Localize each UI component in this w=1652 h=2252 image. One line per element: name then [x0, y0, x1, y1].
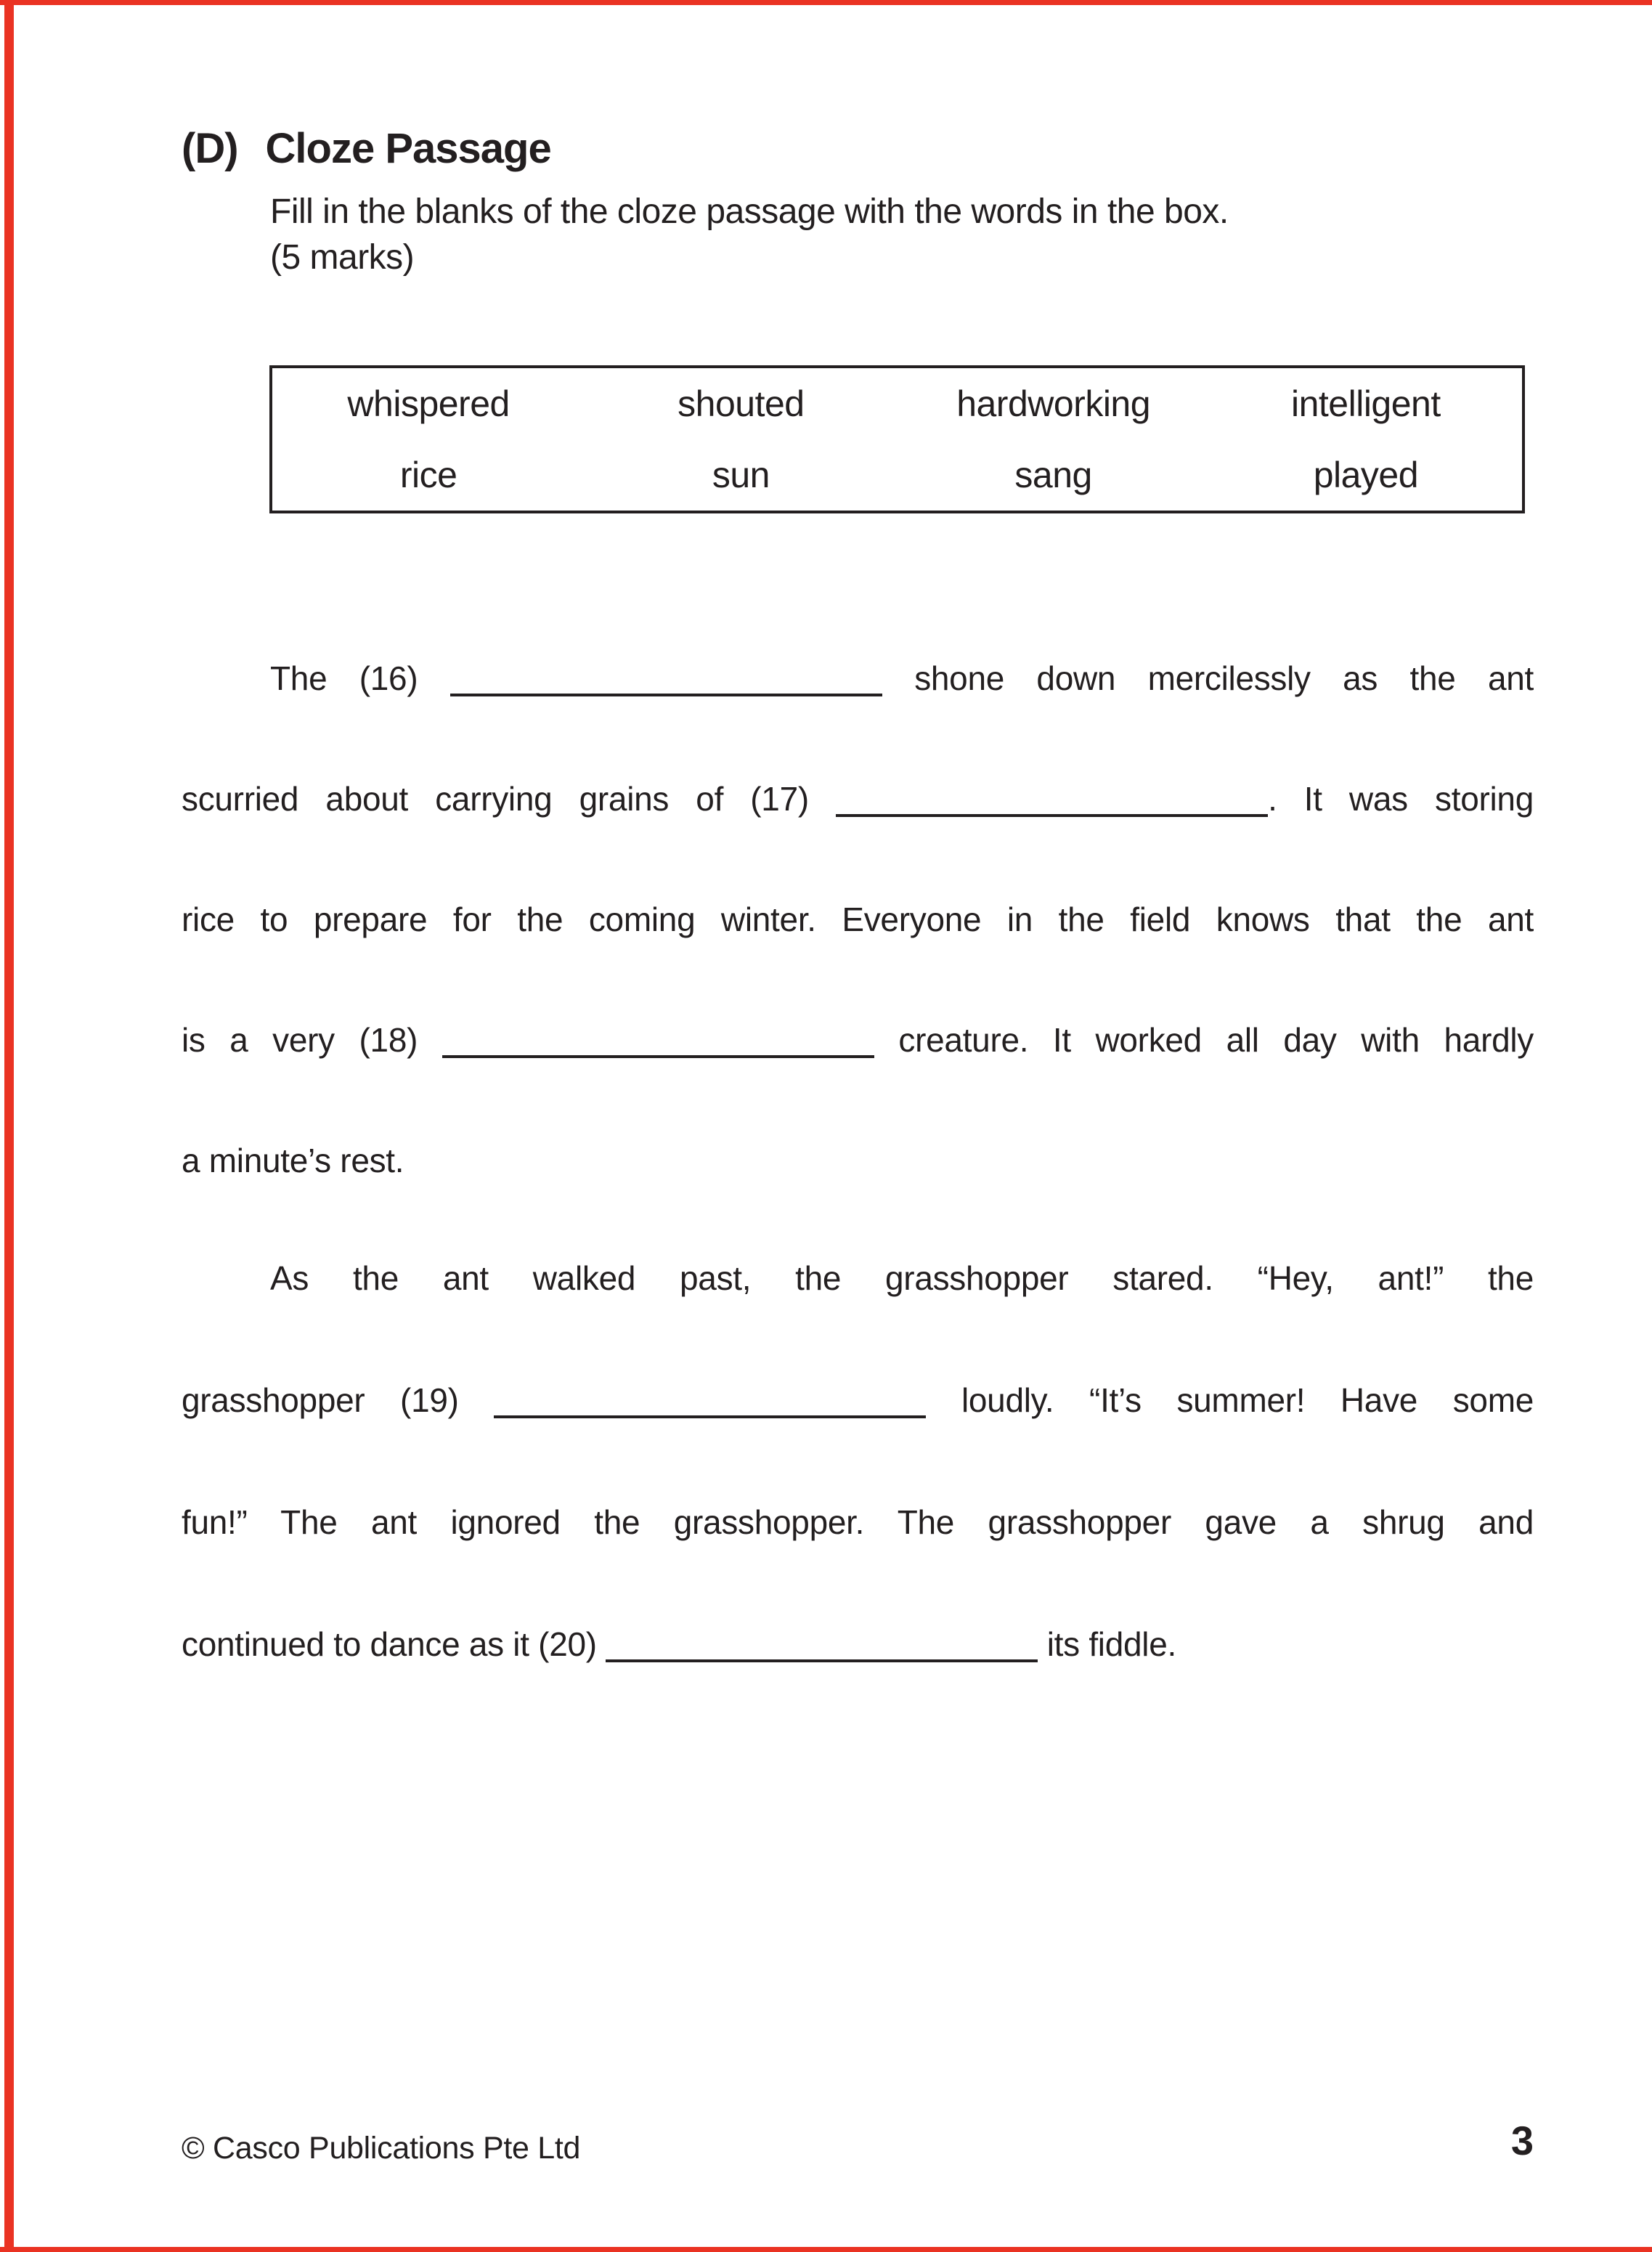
marks-text: (5 marks): [270, 238, 415, 277]
word-option: whispered: [347, 383, 510, 424]
line-text: rice to prepare for the coming winter. Everyone in the field knows that the ant: [182, 901, 1534, 938]
word-option: sang: [1014, 455, 1092, 495]
passage-line: [182, 1020, 1534, 1060]
line-text: The (16): [270, 659, 418, 697]
passage-line: [182, 1625, 1534, 1664]
line-text: loudly. “It’s summer! Have some: [961, 1381, 1534, 1419]
blank-17[interactable]: [836, 814, 1268, 817]
section-label: (D): [182, 125, 238, 172]
line-text: shone down mercilessly as the ant: [914, 659, 1534, 697]
passage-line: [182, 1141, 1534, 1180]
blank-19[interactable]: [494, 1415, 926, 1418]
line-text: grasshopper (19): [182, 1381, 459, 1419]
word-option: rice: [399, 455, 457, 495]
word-option: hardworking: [956, 383, 1151, 424]
word-option: intelligent: [1290, 383, 1441, 424]
red-page-edge-top: [0, 0, 1652, 5]
line-text: is a very (18): [182, 1021, 418, 1059]
line-text: continued to dance as it (20): [182, 1625, 597, 1663]
passage-line: [182, 659, 1534, 698]
passage-line: [182, 900, 1534, 939]
line-text: As the ant walked past, the grasshopper stared. “Hey, ant!” the: [270, 1259, 1534, 1297]
line-text: scurried about carrying grains of (17): [182, 780, 809, 818]
word-option: sun: [712, 455, 770, 495]
word-option: shouted: [678, 383, 805, 424]
blank-18[interactable]: [442, 1055, 874, 1058]
page-number: 3: [1510, 2118, 1534, 2163]
blank-16[interactable]: [450, 694, 882, 696]
line-text: a minute’s rest.: [182, 1142, 404, 1179]
copyright-text: © Casco Publications Pte Ltd: [182, 2131, 581, 2166]
line-text: fun!” The ant ignored the grasshopper. The grasshopper gave a shrug and: [182, 1503, 1534, 1541]
line-text: . It was storing: [1268, 780, 1534, 818]
word-bank-box: [269, 365, 1525, 513]
line-text: creature. It worked all day with hardly: [898, 1021, 1534, 1059]
instruction-text: Fill in the blanks of the cloze passage with the words in the box.: [270, 192, 1229, 231]
red-page-edge-bottom: [0, 2247, 1652, 2252]
passage-line: [182, 1381, 1534, 1420]
word-option: played: [1313, 455, 1419, 495]
line-text: its fiddle.: [1046, 1625, 1176, 1663]
passage-line: [182, 1503, 1534, 1542]
section-header: [182, 125, 551, 172]
section-title: Cloze Passage: [265, 125, 551, 172]
blank-20[interactable]: [606, 1659, 1038, 1662]
passage-line: [182, 1259, 1534, 1298]
red-page-edge-left: [4, 0, 14, 2252]
passage-line: [182, 779, 1534, 818]
